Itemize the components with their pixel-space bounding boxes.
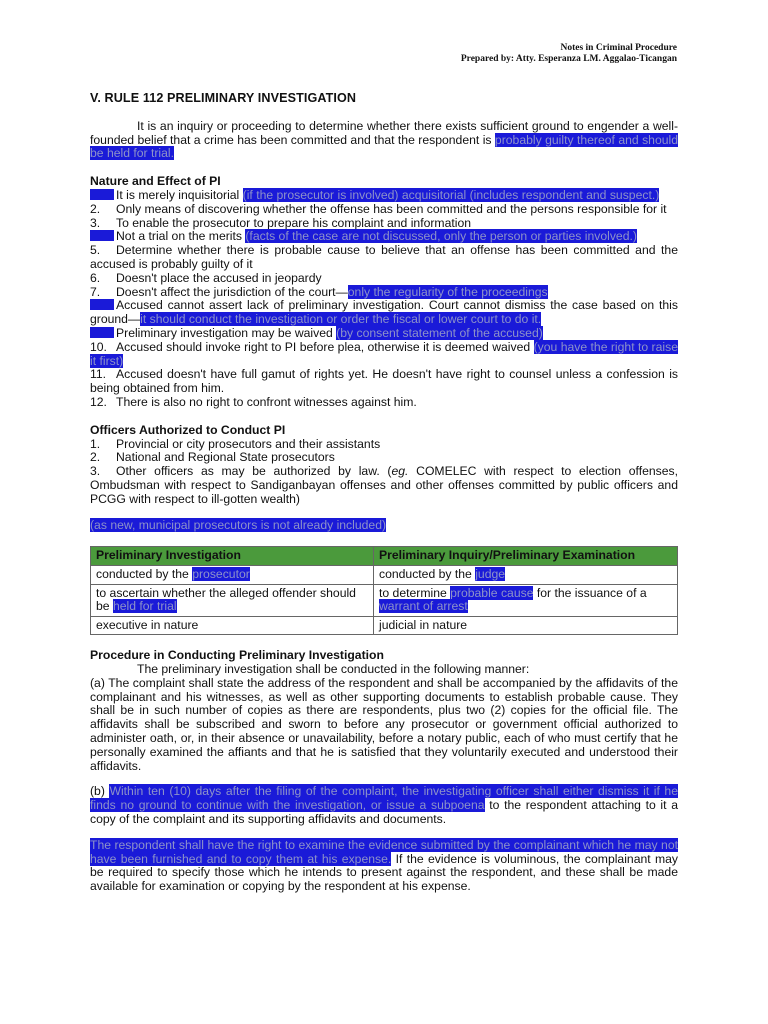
officers-note: (as new, municipal prosecutors is not already included) — [90, 517, 387, 532]
document-body — [90, 92, 678, 894]
table-cell: conducted by the prosecutor — [91, 565, 374, 584]
nature-heading: Nature and Effect of PI — [90, 174, 221, 189]
procedure-para-a: (a) The complaint shall state the address of the respondent and shall be accompanied by the affidavits of the complainant and his witnesses, as well as other supporting documents to establish probable cause. They shall be in such number of copies as there are respondents, plus two (2) copies for the official file. The affidavits shall be subscribed and sworn to before any prosecutor or government official authorized to administer oath, or, in their absence or unavailability, before a notary public, each of who must certify that he personally examined the affiants and that he is satisfied that they voluntarily executed and understood their affidavits. — [90, 675, 678, 773]
intro-text: It is an inquiry or proceeding to determine whether there exists sufficient ground to engender a well-founded belief that a crime has been committed and that the respondent is — [90, 118, 678, 147]
table-row — [91, 584, 678, 616]
table-cell: conducted by the judge — [374, 565, 678, 584]
nature-item-highlight: (facts of the case are not discussed, only the person or parties involved.) — [245, 229, 637, 244]
nature-item: 10. Accused should invoke right to PI before plea, otherwise it is deemed waived (you have the right to raise it first) — [90, 339, 678, 368]
procedure-para-c: The respondent shall have the right to examine the evidence submitted by the complainant which he may not have been furnished and to copy them at his expense. If the evidence is voluminous, the complainant may be required to specify those which he intends to present against the respondent, and these shall be made available for examination or copying by the respondent at his expense. — [90, 837, 679, 894]
table-cell: to determine probable cause for the issuance of a warrant of arrest — [374, 584, 678, 616]
table-row — [91, 616, 678, 635]
nature-item-text: Only means of discovering whether the offense has been committed and the persons responsible for it — [116, 201, 667, 216]
nature-item: 11. Accused doesn't have full gamut of rights yet. He doesn't have right to counsel unless a confession is being obtained from him. — [90, 367, 678, 396]
officers-heading: Officers Authorized to Conduct PI — [90, 422, 286, 437]
nature-item: 7. Doesn't affect the jurisdiction of the court—only the regularity of the proceedings — [90, 284, 548, 299]
nature-item: 5. Determine whether there is probable cause to believe that an offense has been committed and the accused is probably guilty of it — [90, 243, 678, 271]
table-cell: judicial in nature — [374, 616, 678, 635]
page-header — [461, 43, 677, 65]
comparison-table — [90, 546, 678, 635]
nature-item-text: It is merely inquisitorial — [116, 187, 243, 202]
nature-item — [90, 299, 678, 327]
highlight-marker — [90, 189, 114, 200]
nature-list — [90, 189, 678, 410]
nature-item-text: Determine whether there is probable cause to believe that an offense has been committed and the accused is probably guilty of it — [90, 243, 678, 271]
intro-highlight: probably guilty thereof and should be held for trial. — [90, 132, 678, 161]
nature-item-highlight: (by consent statement of the accused) — [336, 325, 543, 340]
table-header-cell: Preliminary Inquiry/Preliminary Examination — [374, 547, 678, 566]
nature-item-text: There is also no right to confront witnesses against him. — [116, 394, 417, 409]
officer-item: 3. Other officers as may be authorized by law. (eg. COMELEC with respect to election offenses, Ombudsman with respect to Sandiganbayan offenses and other offenses committed by public officers and PCGG with respect to ill-gotten wealth) — [90, 464, 678, 506]
nature-item-highlight: (if the prosecutor is involved) acquisitorial (includes respondent and suspect.) — [242, 187, 660, 202]
nature-item-text: Accused should invoke right to PI before plea, otherwise it is deemed waived — [116, 339, 534, 354]
nature-item-text: Doesn't place the accused in jeopardy — [116, 270, 322, 285]
nature-item-text: To enable the prosecutor to prepare his complaint and information — [116, 215, 472, 230]
nature-item: 6. Doesn't place the accused in jeopardy — [90, 270, 322, 285]
table-cell: executive in nature — [91, 616, 374, 635]
procedure-para-b: (b) Within ten (10) days after the filing of the complaint, the investigating officer shall either dismiss it if he finds no ground to continue with the investigation, or issue a subpoena to the respondent attaching to it a copy of the complaint and its supporting affidavits and documents. — [90, 784, 679, 827]
procedure-intro: The preliminary investigation shall be conducted in the following manner: — [137, 662, 530, 677]
nature-item-text: Accused doesn't have full gamut of rights yet. He doesn't have right to counsel unless a confession is being obtained from him. — [90, 367, 678, 396]
nature-item-highlight: (you have the right to raise it first) — [90, 339, 678, 368]
nature-item-highlight: it should conduct the investigation or order the fiscal or lower court to do it. — [140, 312, 542, 327]
officer-item: 2. National and Regional State prosecutors — [90, 450, 335, 465]
nature-item — [90, 189, 678, 203]
nature-item: 3. To enable the prosecutor to prepare his complaint and information — [90, 215, 472, 230]
highlight-marker — [90, 327, 114, 338]
table-cell: to ascertain whether the alleged offender should be held for trial — [91, 584, 374, 616]
highlight-marker — [90, 299, 114, 310]
nature-item-text: Accused cannot assert lack of preliminary investigation. Court cannot dismiss the case based on this ground— — [90, 298, 678, 327]
nature-item-text: Doesn't affect the jurisdiction of the court— — [116, 284, 348, 299]
highlight-marker — [90, 230, 114, 241]
section-title: V. RULE 112 PRELIMINARY INVESTIGATION — [90, 91, 357, 105]
intro-paragraph — [90, 120, 678, 161]
nature-item — [90, 327, 678, 341]
nature-item: 2. Only means of discovering whether the offense has been committed and the persons responsible for it — [90, 201, 667, 216]
nature-item-text: Not a trial on the merits — [116, 229, 246, 244]
nature-item: 12. There is also no right to confront witnesses against him. — [90, 394, 417, 409]
nature-item — [90, 230, 678, 244]
table-header-cell: Preliminary Investigation — [91, 547, 374, 566]
header-prepared-by: Prepared by: Atty. Esperanza LM. Aggalao-Ticangan — [460, 54, 677, 64]
nature-item-text: Preliminary investigation may be waived — [116, 325, 337, 340]
header-course-title: Notes in Criminal Procedure — [560, 43, 677, 53]
procedure-heading: Procedure in Conducting Preliminary Investigation — [90, 648, 384, 663]
officer-item: 1. Provincial or city prosecutors and their assistants — [90, 436, 381, 451]
table-row — [91, 565, 678, 584]
table-header-row — [91, 547, 678, 566]
nature-item-highlight: only the regularity of the proceedings — [347, 284, 548, 299]
